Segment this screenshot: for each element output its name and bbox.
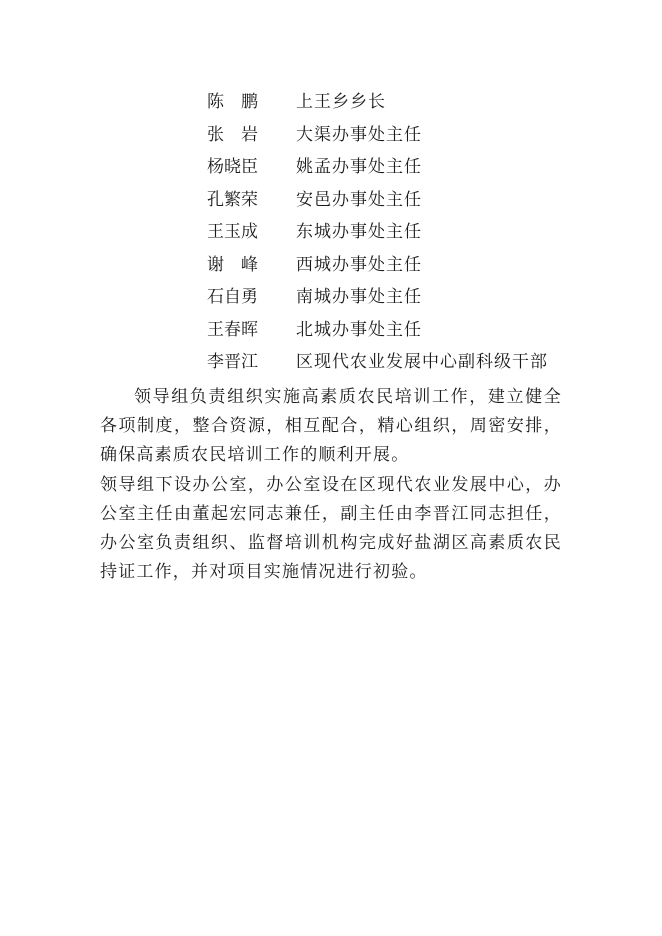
member-name: 孔繁荣 [207,189,258,210]
member-row [207,151,548,184]
member-row [207,281,548,314]
member-role: 区现代农业发展中心副科级干部 [296,352,548,372]
member-name: 王玉成 [207,222,258,242]
member-list [207,86,548,379]
member-name: 石自勇 [207,287,258,307]
member-role: 西城办事处主任 [296,254,422,275]
member-row [207,314,548,347]
member-name: 李晋江 [207,352,258,372]
member-role: 东城办事处主任 [296,222,422,242]
member-name: 谢 峰 [207,254,258,275]
member-role: 南城办事处主任 [296,287,422,307]
member-row [207,86,548,119]
member-role: 姚孟办事处主任 [296,157,422,177]
member-row [207,119,548,152]
member-row [207,216,548,249]
duties-paragraph: 领导组负责组织实施高素质农民培训工作，建立健全各项制度，整合资源，相互配合，精心组织，周密安排，确保高素质农民培训工作的顺利开展。 [100,387,562,465]
member-role: 大渠办事处主任 [296,124,422,145]
member-row [207,249,548,282]
member-name: 王春晖 [207,319,258,340]
member-row [207,346,548,379]
member-name: 陈 鹏 [207,92,258,112]
member-name: 张 岩 [207,124,258,145]
member-role: 上王乡乡长 [296,92,386,112]
office-paragraph: 领导组下设办公室，办公室设在区现代农业发展中心，办公室主任由董起宏同志兼任，副主任由李晋江同志担任，办公室负责组织、监督培训机构完成好盐湖区高素质农民持证工作，并对项目实施情况进行初验。 [100,475,562,582]
member-row [207,184,548,217]
member-name: 杨晓臣 [207,157,258,177]
member-role: 安邑办事处主任 [296,189,422,210]
member-role: 北城办事处主任 [296,319,422,340]
